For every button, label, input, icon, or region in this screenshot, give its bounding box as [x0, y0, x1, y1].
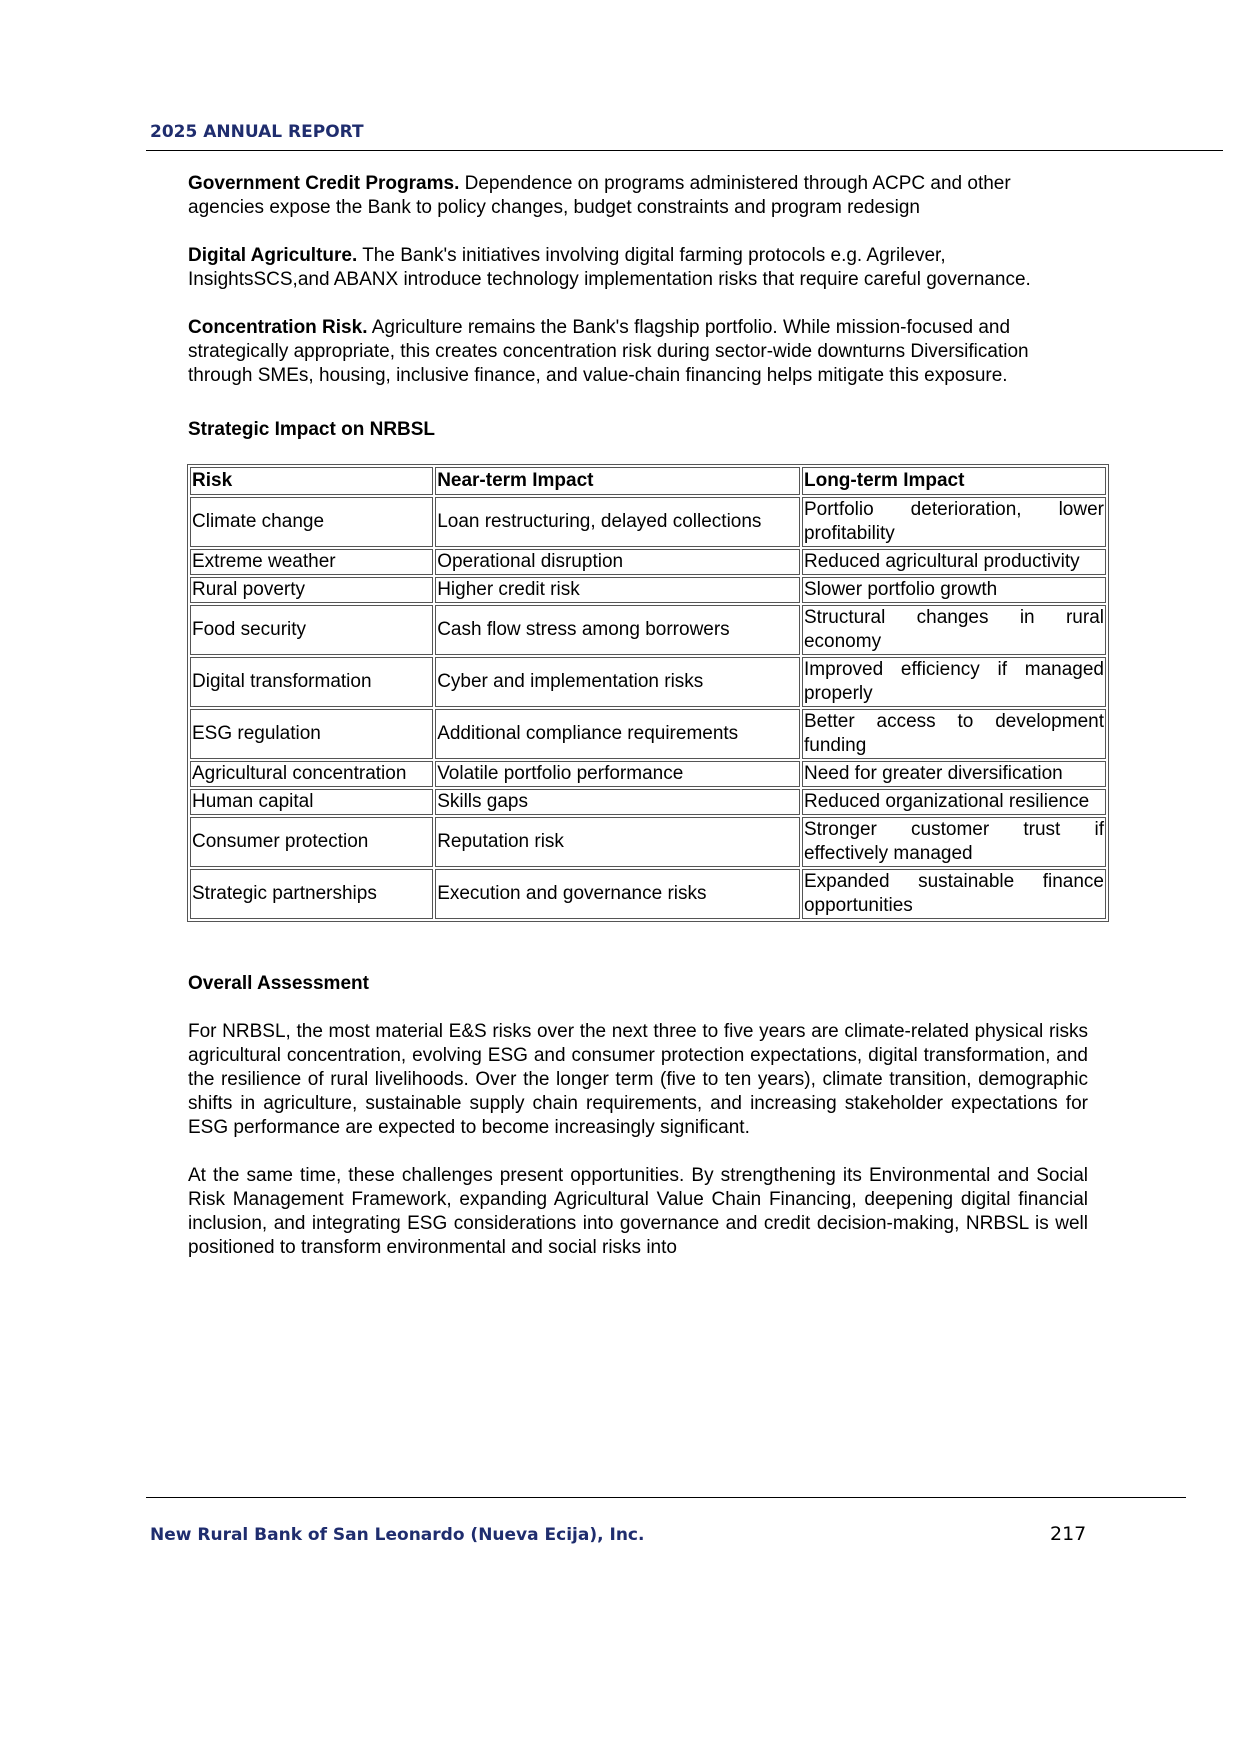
table-title: Strategic Impact on NRBSL	[188, 419, 436, 440]
risk-cell: Food security	[190, 605, 433, 655]
table-row	[190, 577, 1106, 603]
long-term-impact-cell: Portfolio deterioration, lower profitability	[802, 497, 1106, 547]
near-term-impact-cell: Execution and governance risks	[435, 869, 800, 919]
long-term-impact-cell: Improved efficiency if managed properly	[802, 657, 1106, 707]
long-term-impact-cell: Expanded sustainable finance opportunities	[802, 869, 1106, 919]
long-term-impact-cell: Better access to development funding	[802, 709, 1106, 759]
table-row	[190, 709, 1106, 759]
section-heading: Concentration Risk.	[188, 317, 368, 338]
table-row	[190, 605, 1106, 655]
near-term-impact-cell: Additional compliance requirements	[435, 709, 800, 759]
near-term-impact-cell: Higher credit risk	[435, 577, 800, 603]
long-term-impact-cell: Slower portfolio growth	[802, 577, 1106, 603]
section-text: The Bank's initiatives involving digital farming protocols e.g. Agrilever, InsightsSCS,and ABANX introduce technology implementation risks that require careful governance.	[188, 245, 1031, 290]
table-row	[190, 817, 1106, 867]
long-term-impact-cell: Need for greater diversification	[802, 761, 1106, 787]
column-header-near-term: Near-term Impact	[435, 467, 800, 495]
section-text: Agriculture remains the Bank's flagship portfolio. While mission-focused and strategically appropriate, this creates concentration risk during sector-wide downturns Diversification through SMEs, housing, inclusive finance, and value-chain financing helps mitigate this exposure.	[188, 317, 1029, 386]
section-text: Dependence on programs administered through ACPC and other agencies expose the Bank to policy changes, budget constraints and program redesign	[188, 173, 1011, 218]
risk-cell: Climate change	[190, 497, 433, 547]
column-header-long-term: Long-term Impact	[802, 467, 1106, 495]
section-digital-agriculture	[188, 244, 1088, 292]
table-row	[190, 549, 1106, 575]
footer-divider	[146, 1497, 1186, 1498]
near-term-impact-cell: Operational disruption	[435, 549, 800, 575]
near-term-impact-cell: Skills gaps	[435, 789, 800, 815]
page-number: 217	[1050, 1523, 1087, 1545]
risk-cell: Digital transformation	[190, 657, 433, 707]
table-header-row	[190, 467, 1106, 495]
header-divider	[146, 150, 1223, 151]
risk-cell: ESG regulation	[190, 709, 433, 759]
risk-cell: Extreme weather	[190, 549, 433, 575]
table-row	[190, 789, 1106, 815]
assessment-heading: Overall Assessment	[188, 973, 369, 994]
risk-cell: Agricultural concentration	[190, 761, 433, 787]
long-term-impact-cell: Structural changes in rural economy	[802, 605, 1106, 655]
section-heading: Government Credit Programs.	[188, 173, 460, 194]
report-header-title: 2025 ANNUAL REPORT	[150, 122, 364, 142]
footer-bank-name: New Rural Bank of San Leonardo (Nueva Ecija), Inc.	[150, 1525, 645, 1545]
risk-cell: Rural poverty	[190, 577, 433, 603]
near-term-impact-cell: Reputation risk	[435, 817, 800, 867]
assessment-paragraph: For NRBSL, the most material E&S risks over the next three to five years are climate-related physical risks agricultural concentration, evolving ESG and consumer protection expectations, digital transformation, and the resilience of rural livelihoods. Over the longer term (five to ten years), climate transition, demographic shifts in agriculture, sustainable supply chain requirements, and increasing stakeholder expectations for ESG performance are expected to become increasingly significant.	[188, 1021, 1088, 1138]
long-term-impact-cell: Reduced agricultural productivity	[802, 549, 1106, 575]
risk-cell: Human capital	[190, 789, 433, 815]
section-concentration-risk	[188, 316, 1088, 388]
section-heading: Digital Agriculture.	[188, 245, 358, 266]
strategic-impact-table	[187, 464, 1109, 922]
near-term-impact-cell: Cash flow stress among borrowers	[435, 605, 800, 655]
long-term-impact-cell: Reduced organizational resilience	[802, 789, 1106, 815]
table-row	[190, 657, 1106, 707]
table-row	[190, 761, 1106, 787]
column-header-risk: Risk	[190, 467, 433, 495]
near-term-impact-cell: Volatile portfolio performance	[435, 761, 800, 787]
table-row	[190, 869, 1106, 919]
table-row	[190, 497, 1106, 547]
assessment-paragraph: At the same time, these challenges present opportunities. By strengthening its Environmental and Social Risk Management Framework, expanding Agricultural Value Chain Financing, deepening digital financial inclusion, and integrating ESG considerations into governance and credit decision-making, NRBSL is well positioned to transform environmental and social risks into	[188, 1165, 1088, 1258]
risk-cell: Strategic partnerships	[190, 869, 433, 919]
long-term-impact-cell: Stronger customer trust if effectively managed	[802, 817, 1106, 867]
near-term-impact-cell: Loan restructuring, delayed collections	[435, 497, 800, 547]
page-content	[188, 172, 1104, 1260]
risk-cell: Consumer protection	[190, 817, 433, 867]
section-government-credit	[188, 172, 1088, 220]
near-term-impact-cell: Cyber and implementation risks	[435, 657, 800, 707]
